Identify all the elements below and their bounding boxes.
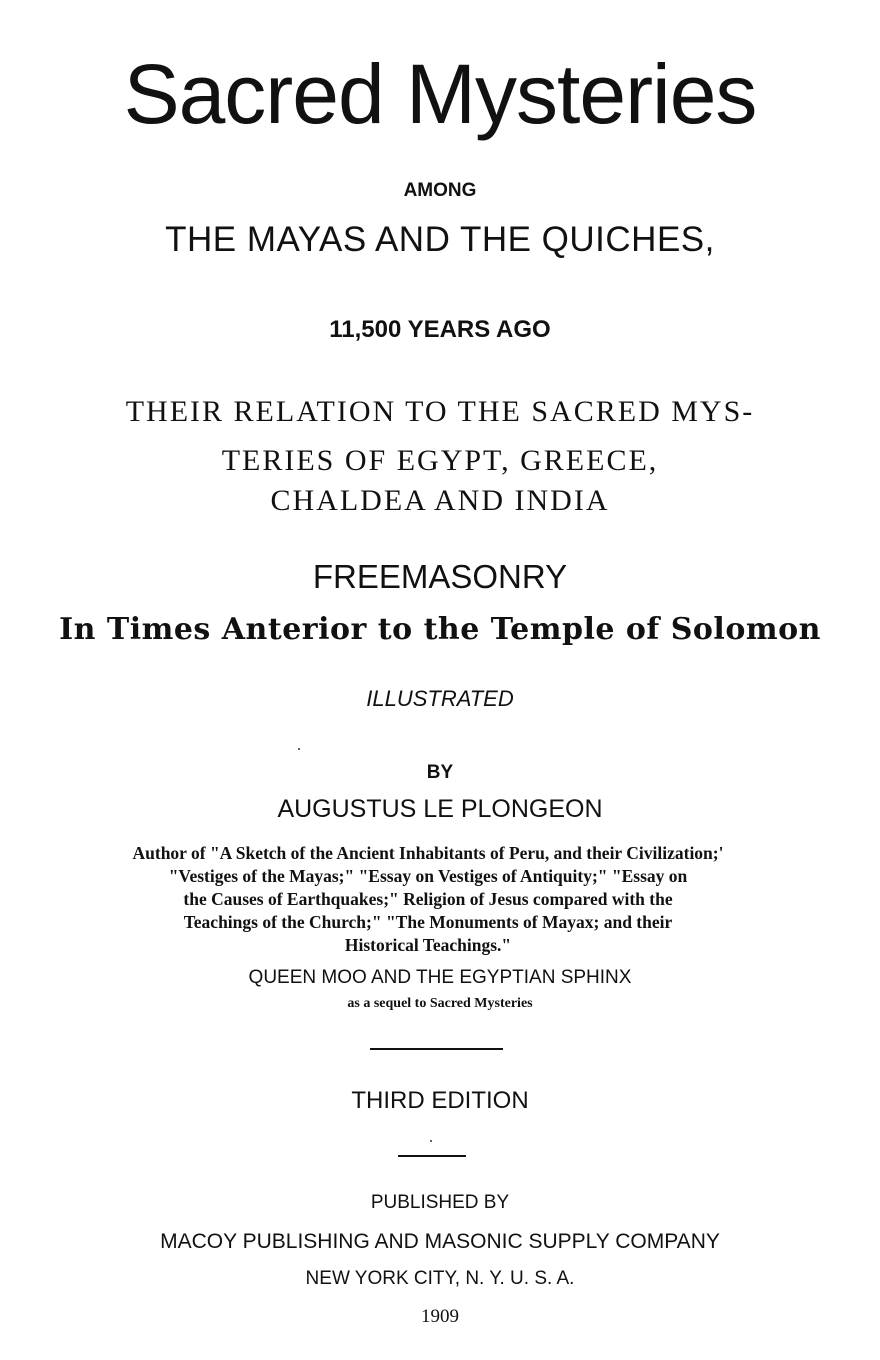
book-title: Sacred Mysteries: [123, 47, 757, 141]
publication-year: 1909: [421, 1306, 459, 1327]
works-line: "Vestiges of the Mayas;" "Essay on Vestiges of Antiquity;" "Essay on: [168, 866, 688, 886]
by-label: BY: [426, 762, 454, 783]
ink-speck: [298, 748, 300, 750]
publisher-name: MACOY PUBLISHING AND MASONIC SUPPLY COMPANY: [160, 1230, 720, 1253]
ink-speck: [430, 1140, 432, 1142]
published-by-label: PUBLISHED BY: [370, 1192, 510, 1213]
illustrated-label: ILLUSTRATED: [366, 686, 514, 711]
works-line: Author of "A Sketch of the Ancient Inhabitants of Peru, and their Civilization;': [132, 843, 724, 863]
relation-line-1: THEIR RELATION TO THE SACRED MYS-: [125, 395, 755, 428]
works-line: Historical Teachings.": [344, 935, 512, 955]
edition-label: THIRD EDITION: [351, 1087, 529, 1114]
author-works: [62, 842, 794, 957]
relation-line-3: CHALDEA AND INDIA: [270, 484, 610, 517]
divider-rule: [370, 1048, 503, 1050]
years-ago: 11,500 YEARS AGO: [329, 316, 551, 343]
freemasonry-heading: FREEMASONRY: [312, 558, 568, 595]
blackletter-subtitle: In Times Anterior to the Temple of Solomon: [59, 612, 821, 647]
author-name: AUGUSTUS LE PLONGEON: [277, 795, 603, 823]
sequel-title: QUEEN MOO AND THE EGYPTIAN SPHINX: [248, 967, 632, 988]
publisher-city: NEW YORK CITY, N. Y. U. S. A.: [305, 1268, 575, 1289]
among-text: AMONG: [403, 180, 477, 201]
divider-rule-short: [398, 1155, 466, 1157]
sequel-note: as a sequel to Sacred Mysteries: [347, 996, 533, 1011]
works-line: Teachings of the Church;" "The Monuments of Mayax; and their: [183, 912, 673, 932]
works-line: the Causes of Earthquakes;" Religion of Jesus compared with the: [183, 889, 673, 909]
relation-line-2: TERIES OF EGYPT, GREECE,: [221, 444, 659, 477]
subtitle: THE MAYAS AND THE QUICHES,: [165, 220, 715, 259]
